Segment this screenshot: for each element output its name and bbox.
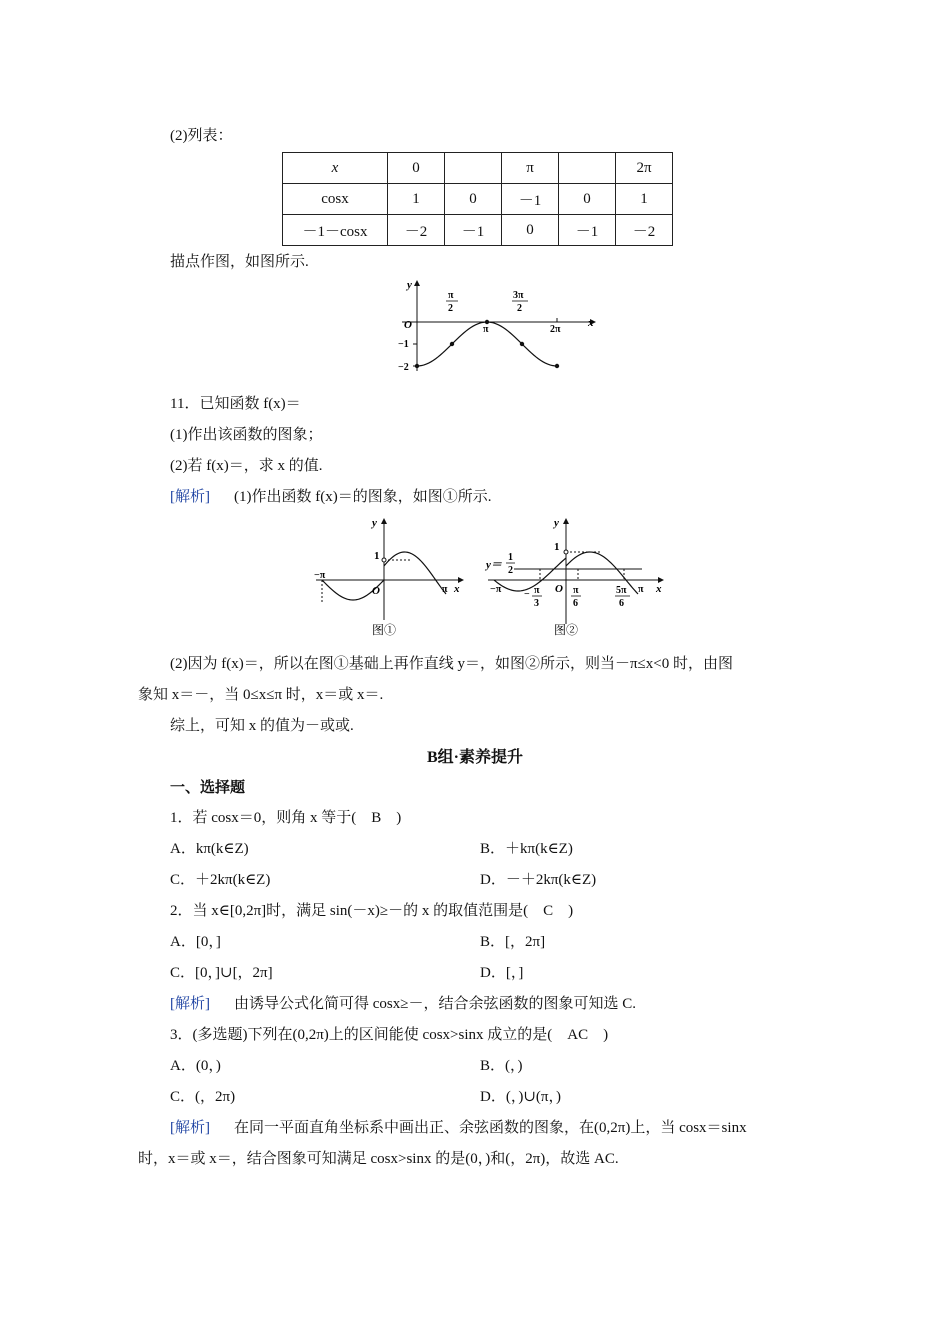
open-point — [564, 550, 568, 554]
point — [415, 364, 419, 368]
section-subheading: 一、选择题 — [170, 780, 246, 796]
point — [520, 342, 524, 346]
tick-label: −1 — [398, 339, 409, 350]
q3-analysis-line2: 时，x＝或 x＝，结合图象可知满足 cosx>sinx 的是(0，)和(，2π)，故选 AC. — [138, 1151, 619, 1167]
table-cell: －1 — [502, 184, 559, 215]
tick-label: − — [524, 589, 530, 600]
q3-analysis-line1: 在同一平面直角坐标系中画出正、余弦函数的图象，在(0,2π)上，当 cosx＝sinx — [234, 1120, 747, 1136]
y-axis-arrow — [381, 518, 387, 524]
table-cell: －2 — [616, 215, 673, 246]
q2-option-c: C．[0，]∪[，2π] — [170, 965, 273, 981]
tick-label: −π — [314, 570, 326, 581]
y-axis-label: y — [407, 279, 412, 291]
table-cell: 0 — [559, 184, 616, 215]
table-cell: 1 — [616, 184, 673, 215]
table-cell: －1 — [559, 215, 616, 246]
q2-option-b: B．[，2π] — [480, 934, 546, 950]
y-axis-arrow — [563, 518, 569, 524]
y-axis-label: y — [372, 517, 377, 529]
q11-sub2: (2)若 f(x)＝，求 x 的值. — [170, 458, 323, 474]
q2-stem: 2．当 x∈[0,2π]时，满足 sin(－x)≥－的 x 的取值范围是( C ) — [170, 903, 574, 919]
q2-option-d: D．[，] — [480, 965, 524, 981]
tick-label: 6 — [573, 598, 578, 609]
tick-label: 5π — [616, 585, 627, 596]
tick-label: 2 — [448, 303, 453, 314]
origin-label: O — [555, 583, 563, 595]
q3-option-d: D．(，)∪(π，) — [480, 1089, 561, 1105]
q1-option-d: D．－＋2kπ(k∈Z) — [480, 872, 597, 888]
x-axis-label: x — [656, 583, 662, 595]
table-cell: 0 — [445, 184, 502, 215]
table-row — [283, 153, 673, 184]
tick-label: π — [534, 585, 540, 596]
q2-option-a: A．[0，] — [170, 934, 221, 950]
table-row — [283, 215, 673, 246]
table-cell: 1 — [388, 184, 445, 215]
table-cell: －1－cosx — [283, 215, 388, 246]
tick-label: π — [573, 585, 579, 596]
curve-right — [384, 552, 446, 594]
point — [555, 364, 559, 368]
y-axis-arrow — [414, 280, 420, 286]
solution-part2-line2: 象知 x＝－，当 0≤x≤π 时，x＝或 x＝. — [138, 687, 384, 703]
figure-1 — [312, 512, 472, 640]
table-cell: －2 — [388, 215, 445, 246]
cos-graph-figure — [392, 276, 602, 376]
tick-label: 1 — [554, 541, 560, 553]
origin-label: O — [404, 319, 412, 331]
plot-note: 描点作图，如图所示. — [170, 254, 309, 270]
part2-heading: (2)列表： — [170, 128, 233, 144]
tick-label: 1 — [508, 552, 513, 563]
values-table — [282, 152, 673, 246]
solution-part1: (1)作出函数 f(x)＝的图象，如图①所示. — [234, 489, 492, 505]
table-cell: x — [283, 153, 388, 184]
q11-sub1: (1)作出该函数的图象； — [170, 427, 323, 443]
origin-label: O — [372, 585, 380, 597]
y-axis-label: y — [554, 517, 559, 529]
tick-label: 3 — [534, 598, 539, 609]
tick-label: −π — [490, 584, 502, 595]
tick-label: π — [483, 324, 489, 335]
tick-label: π — [442, 584, 448, 595]
q11-stem: 11．已知函数 f(x)＝ — [170, 396, 301, 412]
table-cell — [559, 153, 616, 184]
table-cell: 2π — [616, 153, 673, 184]
solution-part2-line1: (2)因为 f(x)＝，所以在图①基础上再作直线 y＝，如图②所示，则当－π≤x<0 时，由图 — [170, 656, 733, 672]
x-axis-label: x — [588, 317, 594, 329]
q3-stem: 3．(多选题)下列在(0,2π)上的区间能使 cosx>sinx 成立的是( AC ) — [170, 1027, 609, 1043]
q2-analysis: 由诱导公式化简可得 cosx≥－，结合余弦函数的图象可知选 C. — [234, 996, 636, 1012]
q3-option-b: B．(，) — [480, 1058, 523, 1074]
tick-label: 2 — [508, 565, 513, 576]
section-heading: B组·素养提升 — [426, 749, 523, 766]
tick-label: −2 — [398, 362, 409, 373]
tick-label: 1 — [374, 550, 380, 562]
table-cell: 0 — [502, 215, 559, 246]
table-cell — [445, 153, 502, 184]
analysis-tag: [解析] — [170, 996, 210, 1012]
figure-caption: 图② — [554, 623, 579, 637]
q3-option-a: A．(0，) — [170, 1058, 221, 1074]
q1-stem: 1．若 cosx＝0，则角 x 等于( B ) — [170, 810, 402, 826]
tick-label: 3π — [513, 290, 524, 301]
analysis-tag: [解析] — [170, 1120, 210, 1136]
table-cell: cosx — [283, 184, 388, 215]
tick-label: 2 — [517, 303, 522, 314]
table-cell: －1 — [445, 215, 502, 246]
figure-2 — [484, 512, 670, 640]
q1-option-c: C．＋2kπ(k∈Z) — [170, 872, 271, 888]
tick-label: π — [638, 584, 644, 595]
tick-label: 2π — [550, 324, 561, 335]
line-label: y＝ — [486, 559, 502, 571]
q1-option-b: B．＋kπ(k∈Z) — [480, 841, 573, 857]
figure-caption: 图① — [372, 623, 397, 637]
open-point — [382, 558, 386, 562]
table-cell: 0 — [388, 153, 445, 184]
analysis-tag: [解析] — [170, 489, 210, 505]
tick-label: π — [448, 290, 454, 301]
x-axis-label: x — [454, 583, 460, 595]
table-cell: π — [502, 153, 559, 184]
q1-option-a: A．kπ(k∈Z) — [170, 841, 249, 857]
q3-option-c: C．(，2π) — [170, 1089, 236, 1105]
solution-summary: 综上，可知 x 的值为－或或. — [170, 718, 354, 734]
table-row — [283, 184, 673, 215]
tick-label: 6 — [619, 598, 624, 609]
point — [450, 342, 454, 346]
